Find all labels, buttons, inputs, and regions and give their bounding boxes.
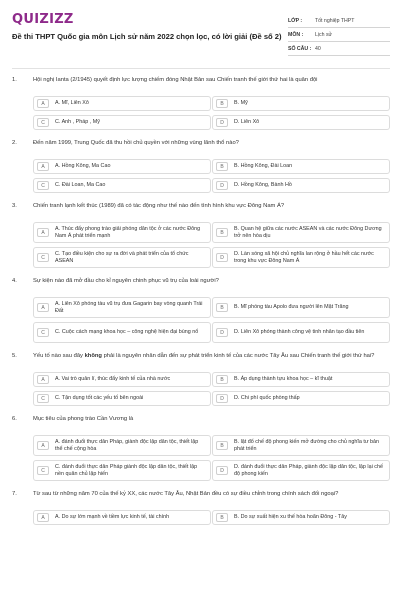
option-d[interactable]	[212, 247, 390, 268]
question-number: 7.	[12, 491, 17, 497]
meta-value: Tốt nghiệp THPT	[315, 17, 355, 24]
option-text: A. Vai trò quản lí, thúc đẩy kinh tế của nhà nước	[55, 376, 171, 382]
option-text: B. Do sự xuất hiện xu thế hòa hoãn Đông - Tây	[234, 514, 347, 520]
option-a[interactable]	[33, 159, 211, 174]
question-number: 5.	[12, 353, 17, 359]
meta-label: SỐ CÂU :	[288, 45, 312, 52]
question-list	[12, 76, 390, 534]
option-letter: B	[216, 228, 228, 237]
meta-row-class	[288, 14, 390, 28]
option-b[interactable]	[212, 96, 390, 111]
worksheet-header	[12, 12, 390, 62]
question-text-post: phải là nguyên nhân dẫn đến sự phát triển kinh tế của các nước Tây Âu sau Chiến tranh thế giới thứ hai?	[101, 353, 375, 359]
document-title: Đề thi THPT Quốc gia môn Lịch sử năm 2022 chọn lọc, có lời giải (Đề số 2)	[12, 32, 282, 41]
option-b[interactable]	[212, 435, 390, 456]
question-text-emphasis: không	[84, 353, 102, 359]
option-a[interactable]	[33, 435, 211, 456]
option-c[interactable]	[33, 460, 211, 481]
option-text: D. Hồng Kông, Bành Hồ	[234, 182, 292, 188]
option-d[interactable]	[212, 391, 390, 406]
question-7	[12, 490, 390, 525]
meta-row-subject	[288, 28, 390, 42]
option-text: A. đánh đuổi thực dân Pháp, giành độc lập dân tộc, thiết lập thể chế cộng hòa	[55, 438, 199, 452]
meta-label: LỚP :	[288, 17, 303, 24]
option-letter: D	[216, 394, 228, 403]
option-letter: A	[37, 99, 49, 108]
option-a[interactable]	[33, 510, 211, 525]
option-letter: A	[37, 162, 49, 171]
question-text: Đến năm 1999, Trung Quốc đã thu hồi chủ quyền với những vùng lãnh thổ nào?	[33, 140, 239, 146]
option-b[interactable]	[212, 372, 390, 387]
option-d[interactable]	[212, 115, 390, 130]
header-divider	[12, 68, 390, 69]
option-letter: C	[37, 118, 49, 127]
option-letter: B	[216, 513, 228, 522]
option-d[interactable]	[212, 322, 390, 343]
option-letter: D	[216, 253, 228, 262]
meta-value: 40	[315, 45, 321, 52]
question-text: Từ sau từ những năm 70 của thế kỷ XX, các nước Tây Âu, Nhật Bản đều có sự điều chỉnh trong chính sách đối ngoại?	[33, 491, 339, 497]
option-text: C. Đài Loan, Ma Cao	[55, 182, 106, 188]
option-letter: B	[216, 303, 228, 312]
question-number: 2.	[12, 140, 17, 146]
option-text: D. Làn sóng xã hội chủ nghĩa lan rộng ở hầu hết các nước trong khu vực Đông Nam Á	[234, 250, 374, 264]
option-text: B. Mĩ phóng tàu Apolo đưa người lên Mặt Trăng	[234, 304, 349, 310]
question-text: Sự kiện nào đã mở đầu cho kỉ nguyên chinh phục vũ trụ của loài người?	[33, 278, 219, 284]
meta-table	[288, 14, 390, 56]
question-4	[12, 277, 390, 343]
option-letter: A	[37, 513, 49, 522]
option-b[interactable]	[212, 510, 390, 525]
option-letter: C	[37, 466, 49, 475]
option-text: B. Quan hệ giữa các nước ASEAN và các nước Đông Dương trở nên hòa dịu	[234, 225, 382, 239]
option-c[interactable]	[33, 322, 211, 343]
option-c[interactable]	[33, 178, 211, 193]
question-number: 1.	[12, 77, 17, 83]
option-text: A. Do sự lớn mạnh về tiềm lực kinh tế, tài chính	[55, 514, 170, 520]
question-3	[12, 202, 390, 268]
option-b[interactable]	[212, 222, 390, 243]
option-text: B. Áp dụng thành tựu khoa học – kĩ thuật	[234, 376, 333, 382]
option-letter: B	[216, 162, 228, 171]
option-letter: C	[37, 253, 49, 262]
option-text: B. lật đổ chế độ phong kiến mở đường cho chủ nghĩa tư bản phát triển	[234, 438, 379, 452]
question-number: 4.	[12, 278, 17, 284]
option-letter: B	[216, 375, 228, 384]
option-a[interactable]	[33, 297, 211, 318]
option-text: C. Anh , Pháp , Mỹ	[55, 119, 100, 125]
option-text: A. Thúc đẩy phong trào giải phóng dân tộc ở các nước Đông Nam Á phát triển mạnh	[55, 225, 201, 239]
option-text: C. Tận dụng tốt các yếu tố bên ngoài	[55, 395, 144, 401]
option-b[interactable]	[212, 159, 390, 174]
option-text: D. đánh đuổi thực dân Pháp, giành độc lập dân tộc, lập lại chế độ phong kiến	[234, 463, 383, 477]
option-text: B. Hồng Kông, Đài Loan	[234, 163, 293, 169]
option-letter: A	[37, 228, 49, 237]
question-6	[12, 415, 390, 481]
option-c[interactable]	[33, 115, 211, 130]
option-text: C. đánh đuổi thực dân Pháp giành độc lập dân tộc, thiết lập nền quân chủ lập hiến	[55, 463, 198, 477]
option-letter: C	[37, 328, 49, 337]
question-text: Mục tiêu của phong trào Cần Vương là	[33, 416, 134, 422]
meta-value: Lịch sử	[315, 31, 333, 38]
question-text-pre: Yếu tố nào sau đây	[33, 353, 85, 359]
option-letter: C	[37, 181, 49, 190]
option-d[interactable]	[212, 178, 390, 193]
quizizz-logo: QUIZIZZ	[12, 12, 74, 27]
question-5	[12, 352, 390, 406]
meta-row-count	[288, 42, 390, 56]
option-text: A. Mĩ, Liên Xô	[55, 100, 89, 106]
question-text: Hội nghị Ianta (2/1945) quyết định lực lượng chiếm đóng Nhật Bản sau Chiến tranh thế giới thứ hai là quân đội	[33, 77, 318, 83]
option-text: D. Liên Xô phóng thành công vệ tinh nhân tạo đầu tiên	[234, 329, 365, 335]
option-text: D. Chi phí quốc phòng thấp	[234, 395, 300, 401]
option-letter: B	[216, 441, 228, 450]
option-d[interactable]	[212, 460, 390, 481]
option-letter: A	[37, 375, 49, 384]
option-text: A. Liên Xô phóng tàu vũ trụ đưa Gagarin bay vòng quanh Trái Đất	[55, 300, 203, 314]
option-a[interactable]	[33, 372, 211, 387]
option-text: A. Hồng Kông, Ma Cao	[55, 163, 111, 169]
question-text	[33, 352, 390, 360]
option-letter: D	[216, 181, 228, 190]
question-text: Chiến tranh lạnh kết thúc (1989) đã có tác động như thế nào đến tình hình khu vực Đông Nam Á?	[33, 203, 285, 209]
option-letter: D	[216, 466, 228, 475]
meta-label: MÔN :	[288, 31, 304, 38]
option-c[interactable]	[33, 247, 211, 268]
option-a[interactable]	[33, 222, 211, 243]
option-letter: D	[216, 328, 228, 337]
option-text: C. Cuộc cách mạng khoa học – công nghệ hiện đại bùng nổ	[55, 329, 199, 335]
option-letter: C	[37, 394, 49, 403]
option-text: D. Liên Xô	[234, 119, 260, 125]
option-c[interactable]	[33, 391, 211, 406]
option-a[interactable]	[33, 96, 211, 111]
option-b[interactable]	[212, 297, 390, 318]
option-text: B. Mỹ	[234, 100, 248, 106]
question-2	[12, 139, 390, 193]
question-number: 6.	[12, 416, 17, 422]
option-text: C. Tạo điều kiện cho sự ra đời và phát triển của tổ chức ASEAN	[55, 250, 189, 264]
option-letter: A	[37, 441, 49, 450]
option-letter: D	[216, 118, 228, 127]
option-letter: B	[216, 99, 228, 108]
option-letter: A	[37, 303, 49, 312]
question-number: 3.	[12, 203, 17, 209]
question-1	[12, 76, 390, 130]
